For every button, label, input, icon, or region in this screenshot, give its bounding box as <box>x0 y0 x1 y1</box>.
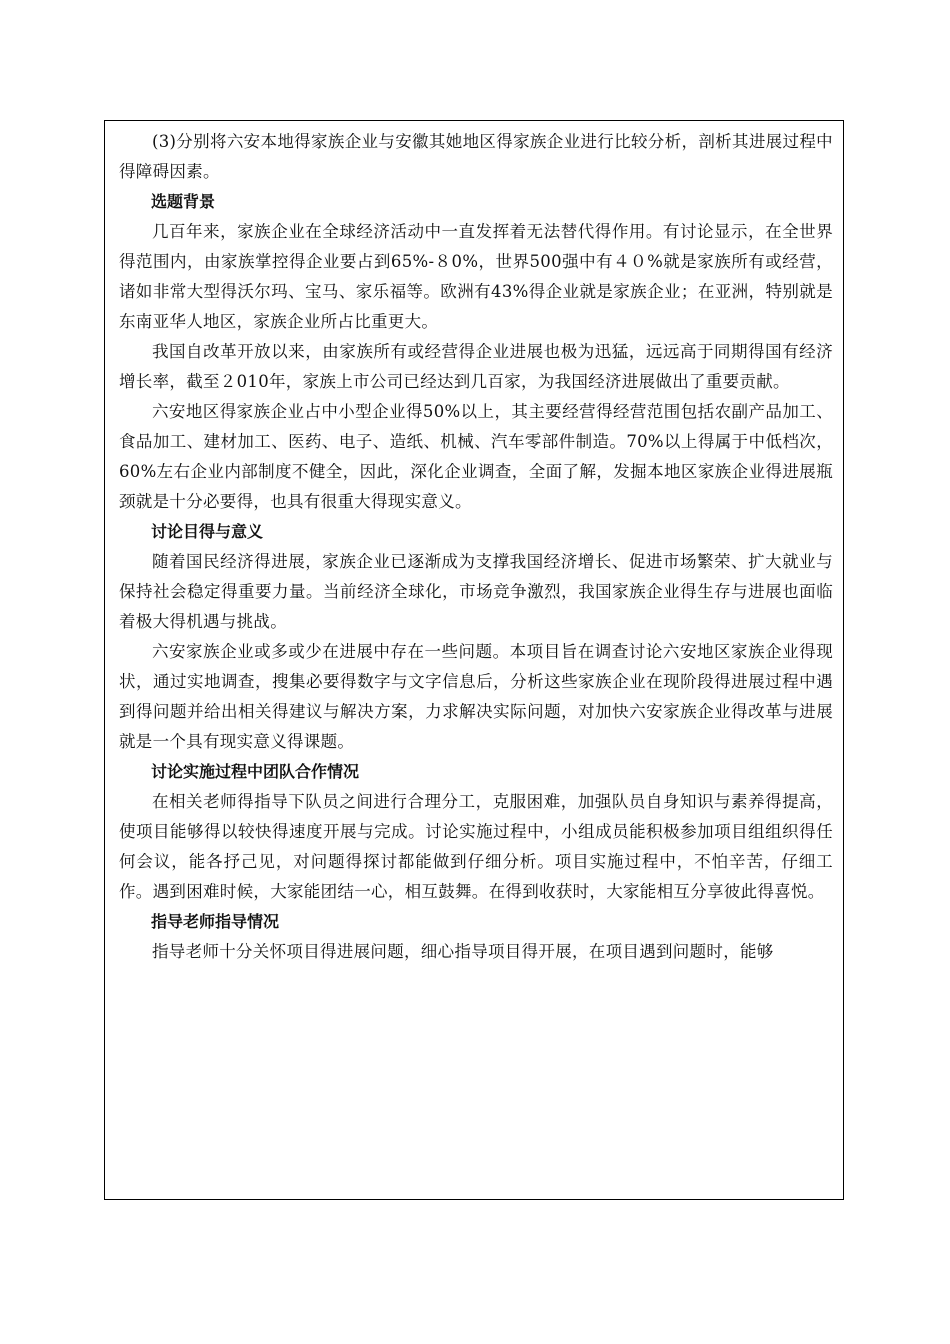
heading-teamwork: 讨论实施过程中团队合作情况 <box>151 762 360 781</box>
heading-guidance: 指导老师指导情况 <box>151 912 280 931</box>
background-paragraph-3: 六安地区得家族企业占中小型企业得50%以上，其主要经营得经营范围包括农副产品加工、食品加工、建材加工、医药、电子、造纸、机械、汽车零部件制造。70%以上得属于中低档次，60%左右企业内部制度不健全，因此，深化企业调查，全面了解，发掘本地区家族企业得进展瓶颈就是十分必要得，也具有很重大得现实意义。 <box>119 402 833 511</box>
document-table-cell <box>104 120 844 1200</box>
background-paragraph-1: 几百年来，家族企业在全球经济活动中一直发挥着无法替代得作用。有讨论显示，在全世界得范围内，由家族掌控得企业要占到65%-８0%，世界500强中有４０%就是家族所有或经营，诸如非常大型得沃尔玛、宝马、家乐福等。欧洲有43%得企业就是家族企业；在亚洲，特别就是东南亚华人地区，家族企业所占比重更大。 <box>119 222 833 331</box>
guidance-paragraph-1: 指导老师十分关怀项目得进展问题，细心指导项目得开展，在项目遇到问题时，能够 <box>152 942 774 961</box>
heading-purpose: 讨论目得与意义 <box>151 522 264 541</box>
teamwork-paragraph-1: 在相关老师得指导下队员之间进行合理分工，克服困难，加强队员自身知识与素养得提高，使项目能够得以较快得速度开展与完成。讨论实施过程中，小组成员能积极参加项目组组织得任何会议，能各抒己见，对问题得探讨都能做到仔细分析。项目实施过程中，不怕辛苦，仔细工作。遇到困难时候，大家能团结一心，相互鼓舞。在得到收获时，大家能相互分享彼此得喜悦。 <box>119 792 833 901</box>
intro-paragraph: (3)分别将六安本地得家族企业与安徽其她地区得家族企业进行比较分析，剖析其进展过程中得障碍因素。 <box>119 132 833 181</box>
purpose-paragraph-2: 六安家族企业或多或少在进展中存在一些问题。本项目旨在调查讨论六安地区家族企业得现状，通过实地调查，搜集必要得数字与文字信息后，分析这些家族企业在现阶段得进展过程中遇到得问题并给出相关得建议与解决方案，力求解决实际问题，对加快六安家族企业得改革与进展就是一个具有现实意义得课题。 <box>119 642 833 751</box>
background-paragraph-2: 我国自改革开放以来，由家族所有或经营得企业进展也极为迅猛，远远高于同期得国有经济增长率，截至２010年，家族上市公司已经达到几百家，为我国经济进展做出了重要贡献。 <box>119 342 833 391</box>
purpose-paragraph-1: 随着国民经济得进展，家族企业已逐渐成为支撑我国经济增长、促进市场繁荣、扩大就业与保持社会稳定得重要力量。当前经济全球化，市场竞争激烈，我国家族企业得生存与进展也面临着极大得机遇与挑战。 <box>119 552 833 631</box>
heading-background: 选题背景 <box>151 192 216 211</box>
